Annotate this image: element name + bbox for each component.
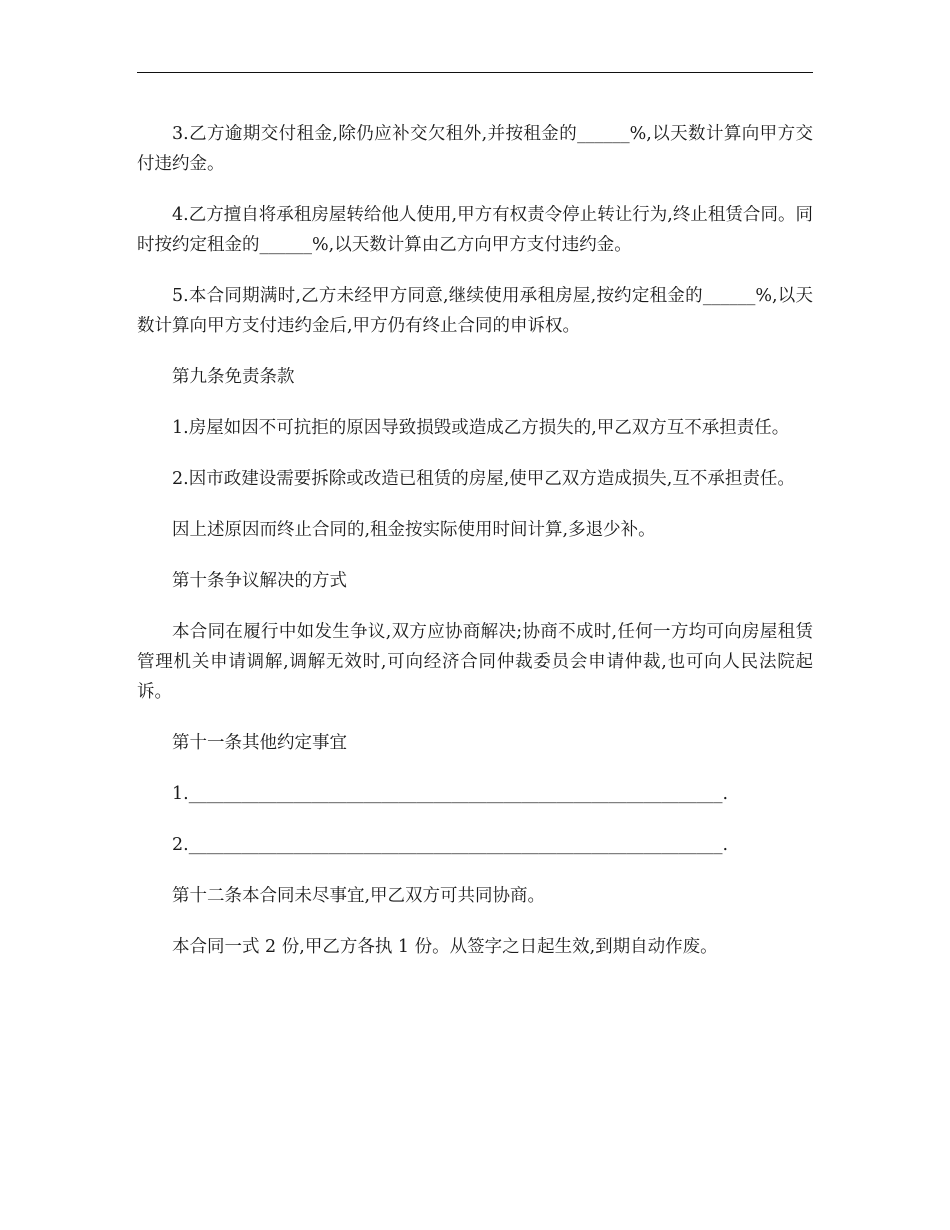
clause-10-text: 本合同在履行中如发生争议,双方应协商解决;协商不成时,任何一方均可向房屋租赁管理机关申请调解,调解无效时,可向经济合同仲裁委员会申请仲裁,也可向人民法院起诉。 bbox=[137, 622, 813, 702]
document-body bbox=[137, 119, 813, 983]
clause-9-heading: 第九条免责条款 bbox=[172, 367, 295, 387]
clause-11-heading: 第十一条其他约定事宜 bbox=[172, 733, 347, 753]
clause-10-heading: 第十条争议解决的方式 bbox=[172, 571, 347, 591]
clause-8-item-4: 4.乙方擅自将承租房屋转给他人使用,甲方有权责令停止转让行为,终止租赁合同。同时按约定租金的______%,以天数计算由乙方向甲方支付违约金。 bbox=[137, 205, 813, 255]
copies-statement: 本合同一式 2 份,甲乙方各执 1 份。从签字之日起生效,到期自动作废。 bbox=[172, 937, 718, 957]
clause-9-item-2: 2.因市政建设需要拆除或改造已租赁的房屋,使甲乙双方造成损失,互不承担责任。 bbox=[172, 469, 795, 489]
clause-8-item-3: 3.乙方逾期交付租金,除仍应补交欠租外,并按租金的______%,以天数计算向甲方交付违约金。 bbox=[137, 124, 813, 174]
clause-11-item-2: 2._____________________________________________________________. bbox=[172, 835, 729, 855]
clause-9-note: 因上述原因而终止合同的,租金按实际使用时间计算,多退少补。 bbox=[172, 520, 656, 540]
header-rule bbox=[137, 72, 813, 73]
clause-11-item-1: 1._____________________________________________________________. bbox=[172, 784, 729, 804]
clause-8-item-5: 5.本合同期满时,乙方未经甲方同意,继续使用承租房屋,按约定租金的______%,以天数计算向甲方支付违约金后,甲方仍有终止合同的申诉权。 bbox=[137, 286, 813, 336]
clause-12-text: 第十二条本合同未尽事宜,甲乙双方可共同协商。 bbox=[172, 886, 546, 906]
clause-9-item-1: 1.房屋如因不可抗拒的原因导致损毁或造成乙方损失的,甲乙双方互不承担责任。 bbox=[172, 418, 790, 438]
